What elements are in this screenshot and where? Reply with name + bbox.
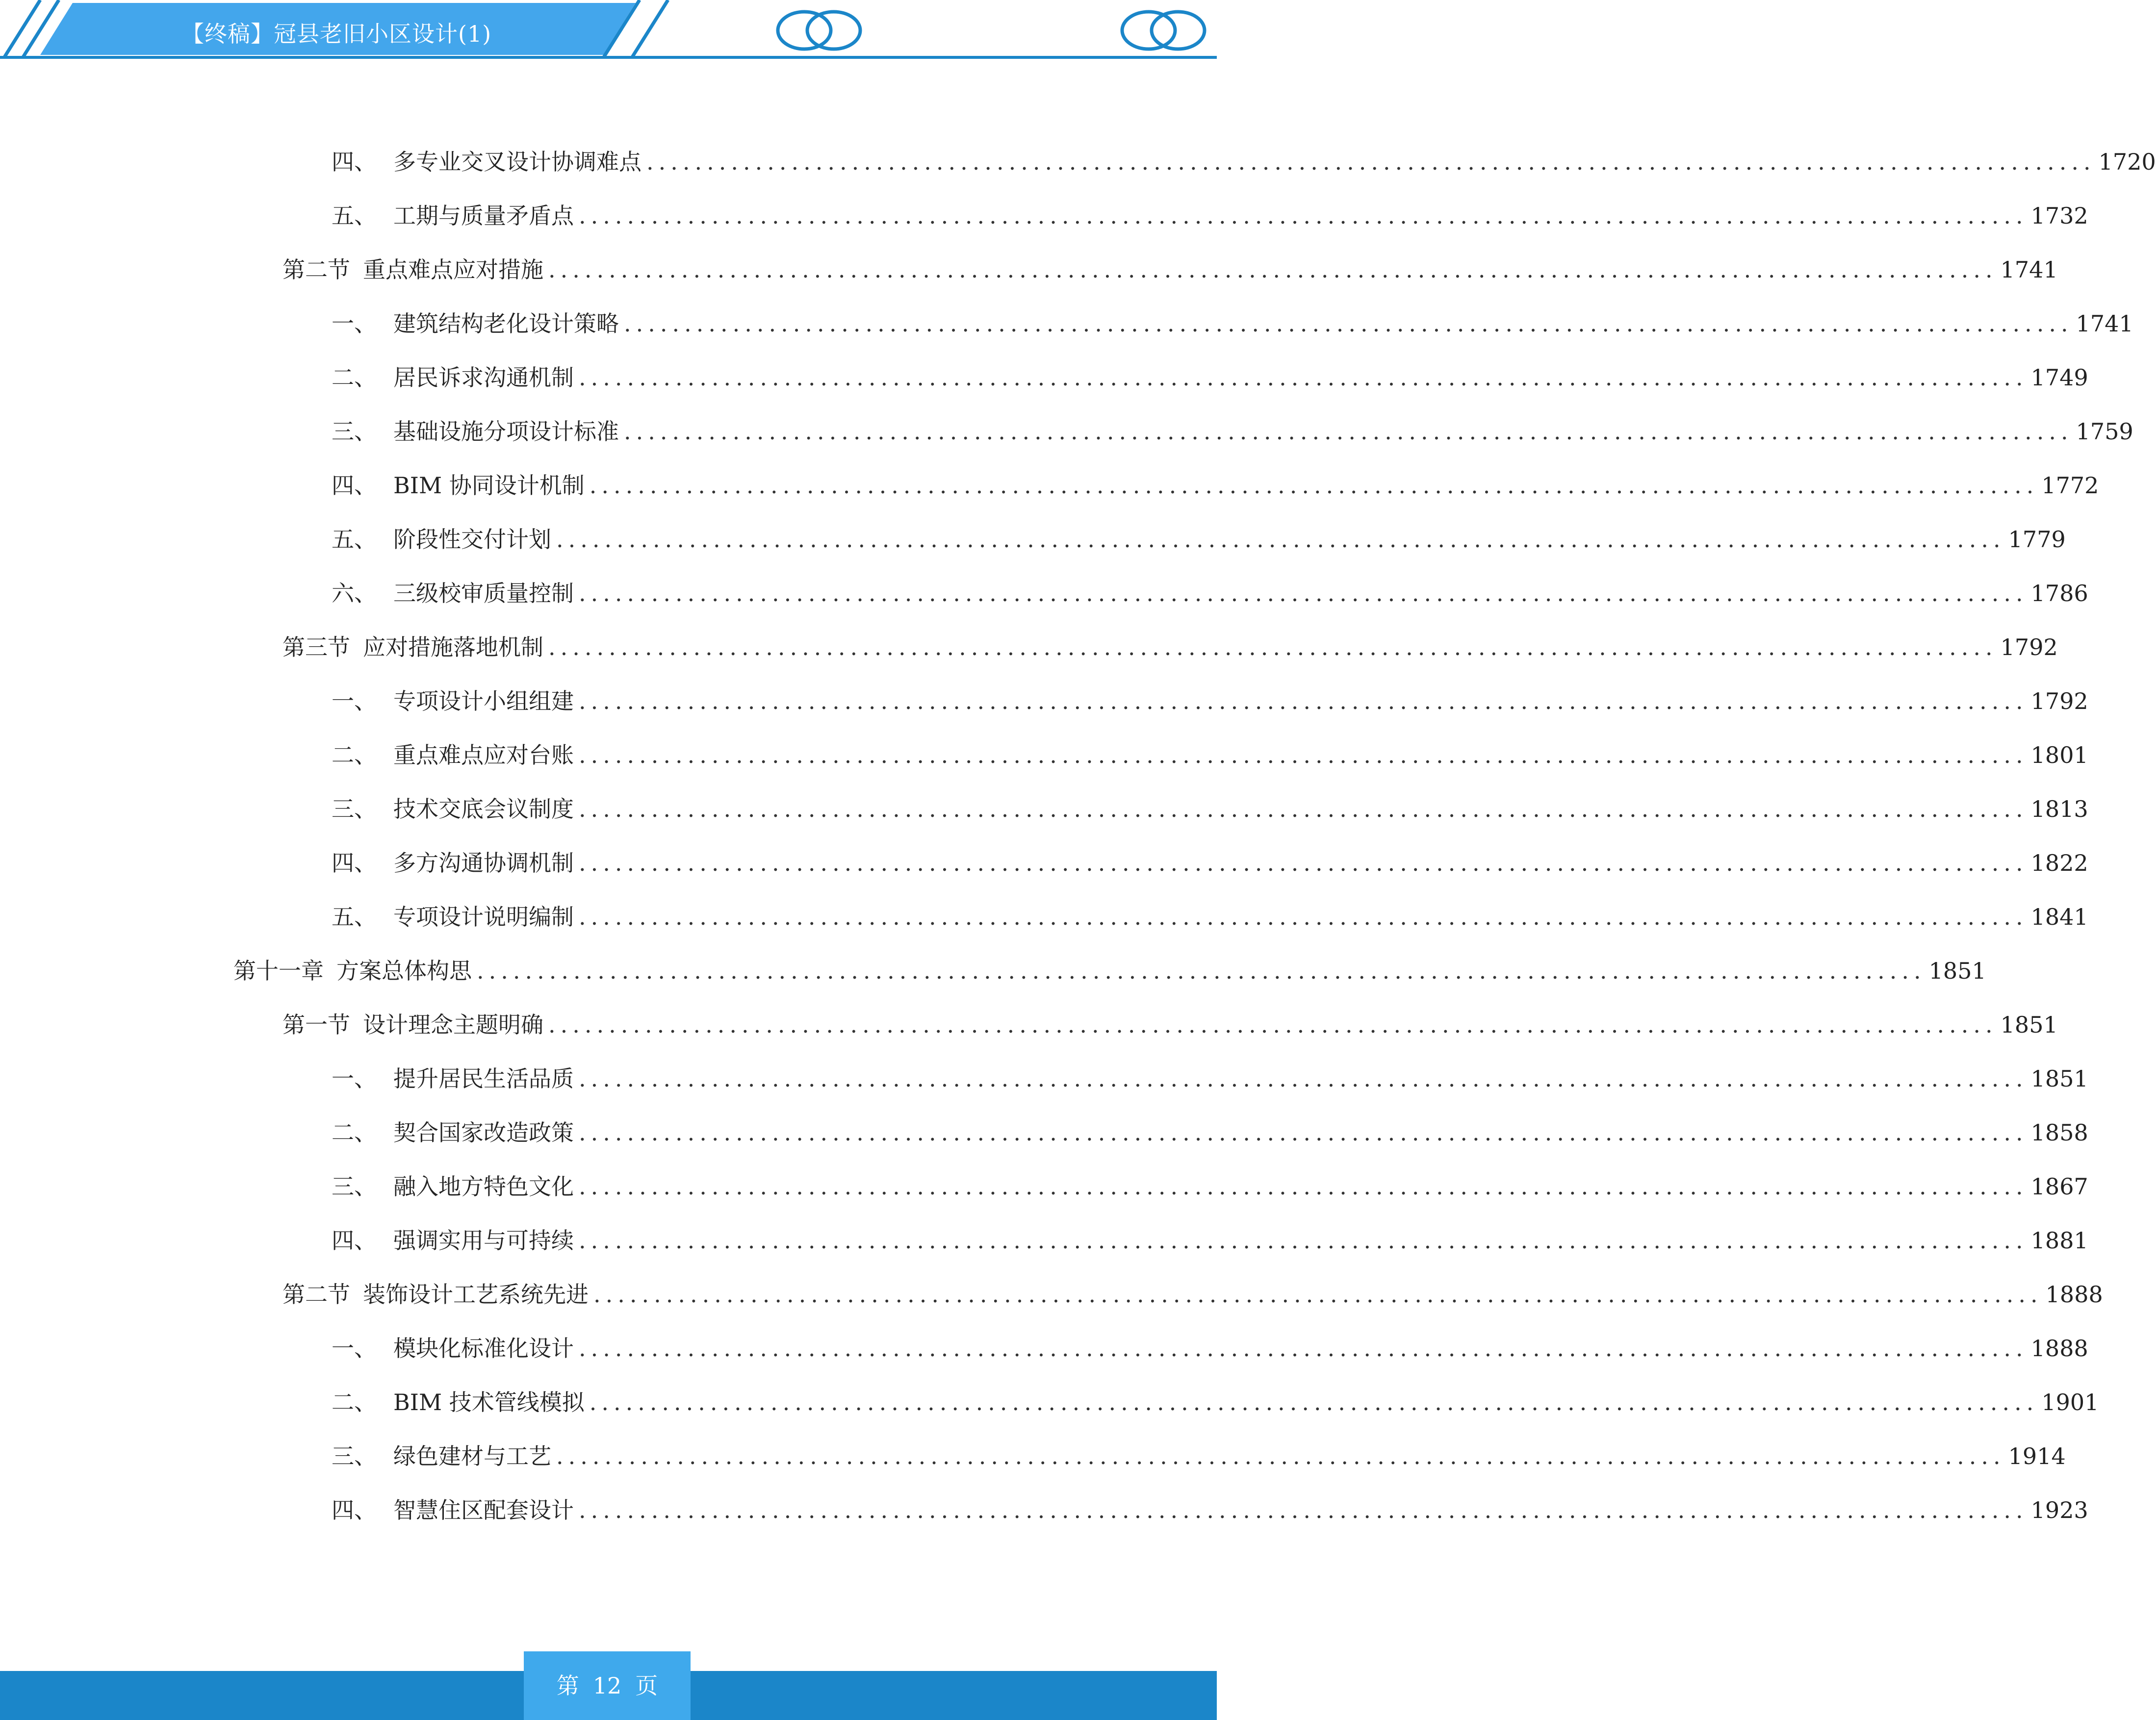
toc-entry-number: 二、	[332, 364, 377, 391]
toc-dot-leader: ........................................................................................................................	[579, 1227, 2028, 1254]
toc-entry[interactable]	[332, 414, 2133, 449]
header-stripe-left-1	[4, 0, 40, 58]
toc-entry-number: 四、	[332, 1497, 377, 1523]
toc-entry-page: 1923	[2030, 1497, 2088, 1523]
toc-entry-title: 设计理念主题明确	[363, 1012, 543, 1038]
toc-entry-title: 多专业交叉设计协调难点	[393, 149, 642, 175]
toc-entry[interactable]	[332, 468, 2099, 503]
toc-entry[interactable]	[233, 954, 1986, 988]
toc-entry[interactable]	[332, 1062, 2088, 1096]
toc-entry-number: 二、	[332, 1389, 377, 1416]
toc-entry-page: 1851	[1928, 958, 1986, 984]
toc-entry[interactable]	[282, 630, 2058, 664]
toc-entry-number: 四、	[332, 149, 377, 175]
toc-dot-leader: ........................................................................................................................	[548, 1012, 1998, 1038]
toc-entry-page: 1813	[2030, 796, 2088, 822]
toc-entry-page: 1732	[2030, 202, 2088, 229]
toc-dot-leader: ........................................................................................................................	[579, 202, 2028, 229]
toc-entry[interactable]	[332, 792, 2088, 826]
toc-entry-page: 1792	[2000, 634, 2058, 660]
toc-dot-leader: ........................................................................................................................	[579, 1065, 2028, 1092]
toc-entry[interactable]	[332, 1439, 2066, 1473]
toc-entry-title: 居民诉求沟通机制	[393, 364, 574, 391]
page-number-tab	[524, 1651, 691, 1720]
toc-entry[interactable]	[332, 846, 2088, 880]
page-header	[0, 0, 1217, 64]
toc-entry-title: 模块化标准化设计	[393, 1335, 574, 1362]
page-prefix: 第	[556, 1672, 579, 1699]
toc-entry-number: 第十一章	[233, 958, 324, 984]
toc-entry[interactable]	[332, 360, 2088, 395]
toc-entry[interactable]	[332, 522, 2066, 556]
toc-dot-leader: ........................................................................................................................	[589, 472, 2039, 499]
toc-entry-number: 二、	[332, 1119, 377, 1146]
toc-dot-leader: ........................................................................................................................	[477, 958, 1926, 984]
toc-entry-number: 三、	[332, 1173, 377, 1200]
toc-entry-number: 一、	[332, 688, 377, 714]
toc-entry[interactable]	[282, 1008, 2058, 1042]
toc-entry-page: 1779	[2008, 526, 2066, 553]
toc-dot-leader: ........................................................................................................................	[646, 149, 2096, 175]
toc-entry[interactable]	[332, 1223, 2088, 1258]
toc-entry-page: 1749	[2030, 364, 2088, 391]
toc-dot-leader: ........................................................................................................................	[624, 418, 2073, 445]
toc-entry[interactable]	[332, 1385, 2099, 1419]
toc-dot-leader: ........................................................................................................................	[579, 1497, 2028, 1523]
toc-entry[interactable]	[332, 738, 2088, 772]
toc-entry-number: 第二节	[282, 1281, 350, 1308]
toc-dot-leader: ........................................................................................................................	[579, 1119, 2028, 1146]
toc-entry-title: 提升居民生活品质	[393, 1065, 574, 1092]
toc-entry-title: 建筑结构老化设计策略	[393, 310, 619, 337]
toc-entry-number: 五、	[332, 904, 377, 930]
toc-entry[interactable]	[332, 1493, 2088, 1527]
toc-entry-page: 1851	[2030, 1065, 2088, 1092]
toc-entry-number: 第二节	[282, 256, 350, 283]
toc-entry-title: 绿色建材与工艺	[393, 1443, 551, 1469]
toc-entry-page: 1759	[2076, 418, 2133, 445]
toc-entry-page: 1822	[2030, 850, 2088, 876]
toc-entry-number: 六、	[332, 580, 377, 607]
toc-entry-page: 1858	[2030, 1119, 2088, 1146]
toc-entry-title: 智慧住区配套设计	[393, 1497, 574, 1523]
toc-entry-title: 契合国家改造政策	[393, 1119, 574, 1146]
toc-entry-title: 强调实用与可持续	[393, 1227, 574, 1254]
toc-entry-title: 技术交底会议制度	[393, 796, 574, 822]
toc-dot-leader: ........................................................................................................................	[548, 256, 1998, 283]
toc-entry-page: 1888	[2045, 1281, 2103, 1308]
toc-entry-number: 三、	[332, 1443, 377, 1469]
toc-dot-leader: ........................................................................................................................	[579, 580, 2028, 607]
toc-entry[interactable]	[282, 253, 2058, 287]
toc-entry[interactable]	[332, 1331, 2088, 1366]
toc-dot-leader: ........................................................................................................................	[556, 526, 2005, 553]
toc-entry-number: 四、	[332, 850, 377, 876]
toc-entry[interactable]	[332, 684, 2088, 718]
document-title: 【终稿】冠县老旧小区设计(1)	[181, 21, 492, 47]
toc-entry-title: 基础设施分项设计标准	[393, 418, 619, 445]
toc-entry-number: 第一节	[282, 1012, 350, 1038]
toc-entry[interactable]	[332, 1115, 2088, 1150]
toc-entry-number: 二、	[332, 742, 377, 768]
toc-entry-title: 工期与质量矛盾点	[393, 202, 574, 229]
page-number: 12	[592, 1672, 622, 1699]
toc-entry-number: 三、	[332, 418, 377, 445]
toc-dot-leader: ........................................................................................................................	[579, 742, 2028, 768]
toc-entry-page: 1851	[2000, 1012, 2058, 1038]
toc-entry-page: 1901	[2041, 1389, 2099, 1416]
toc-entry[interactable]	[332, 306, 2133, 341]
toc-entry-title: 多方沟通协调机制	[393, 850, 574, 876]
toc-entry-title: 方案总体构思	[336, 958, 472, 984]
rings-logo-right-icon	[1122, 12, 1205, 49]
header-stripe-right-2	[632, 0, 668, 58]
toc-dot-leader: ........................................................................................................................	[624, 310, 2073, 337]
toc-entry-number: 三、	[332, 796, 377, 822]
toc-entry-number: 四、	[332, 1227, 377, 1254]
toc-entry-title: 三级校审质量控制	[393, 580, 574, 607]
toc-dot-leader: ........................................................................................................................	[579, 904, 2028, 930]
toc-dot-leader: ........................................................................................................................	[589, 1389, 2039, 1416]
toc-entry-title: BIM 技术管线模拟	[393, 1389, 585, 1416]
toc-entry-page: 1841	[2030, 904, 2088, 930]
toc-entry-number: 一、	[332, 1335, 377, 1362]
toc-dot-leader: ........................................................................................................................	[579, 364, 2028, 391]
toc-entry[interactable]	[332, 900, 2088, 934]
rings-logo-left-icon	[778, 12, 860, 49]
toc-entry-title: 应对措施落地机制	[363, 634, 543, 660]
toc-entry-page: 1801	[2030, 742, 2088, 768]
toc-entry-title: 装饰设计工艺系统先进	[363, 1281, 589, 1308]
toc-entry-page: 1867	[2030, 1173, 2088, 1200]
toc-entry-page: 1772	[2041, 472, 2099, 499]
toc-entry-title: 专项设计说明编制	[393, 904, 574, 930]
toc-entry-page: 1741	[2000, 256, 2058, 283]
toc-entry-number: 一、	[332, 310, 377, 337]
toc-entry-page: 1881	[2030, 1227, 2088, 1254]
toc-entry-title: 专项设计小组组建	[393, 688, 574, 714]
toc-entry-page: 1741	[2076, 310, 2133, 337]
toc-entry-number: 一、	[332, 1065, 377, 1092]
toc-entry-page: 1786	[2030, 580, 2088, 607]
toc-entry-page: 1792	[2030, 688, 2088, 714]
toc-dot-leader: ........................................................................................................................	[556, 1443, 2005, 1469]
toc-entry-number: 四、	[332, 472, 377, 499]
toc-entry-number: 五、	[332, 202, 377, 229]
toc-dot-leader: ........................................................................................................................	[579, 796, 2028, 822]
toc-entry-title: 阶段性交付计划	[393, 526, 551, 553]
toc-dot-leader: ........................................................................................................................	[579, 850, 2028, 876]
toc-entry[interactable]	[332, 576, 2088, 610]
toc-entry-title: 重点难点应对台账	[393, 742, 574, 768]
toc-entry-number: 五、	[332, 526, 377, 553]
toc-entry-page: 1914	[2008, 1443, 2066, 1469]
toc-dot-leader: ........................................................................................................................	[593, 1281, 2043, 1308]
toc-entry[interactable]	[282, 1277, 2103, 1312]
toc-dot-leader: ........................................................................................................................	[548, 634, 1998, 660]
toc-entry-title: 重点难点应对措施	[363, 256, 543, 283]
toc-entry-title: BIM 协同设计机制	[393, 472, 585, 499]
toc-dot-leader: ........................................................................................................................	[579, 1335, 2028, 1362]
toc-entry-number: 第三节	[282, 634, 350, 660]
toc-entry-page: 1720	[2098, 149, 2156, 175]
toc-entry[interactable]	[332, 199, 2088, 233]
toc-dot-leader: ........................................................................................................................	[579, 688, 2028, 714]
toc-entry[interactable]	[332, 1169, 2088, 1204]
toc-entry[interactable]	[332, 145, 2156, 179]
toc-entry-page: 1888	[2030, 1335, 2088, 1362]
toc-entry-title: 融入地方特色文化	[393, 1173, 574, 1200]
page-suffix: 页	[635, 1672, 658, 1699]
toc-dot-leader: ........................................................................................................................	[579, 1173, 2028, 1200]
